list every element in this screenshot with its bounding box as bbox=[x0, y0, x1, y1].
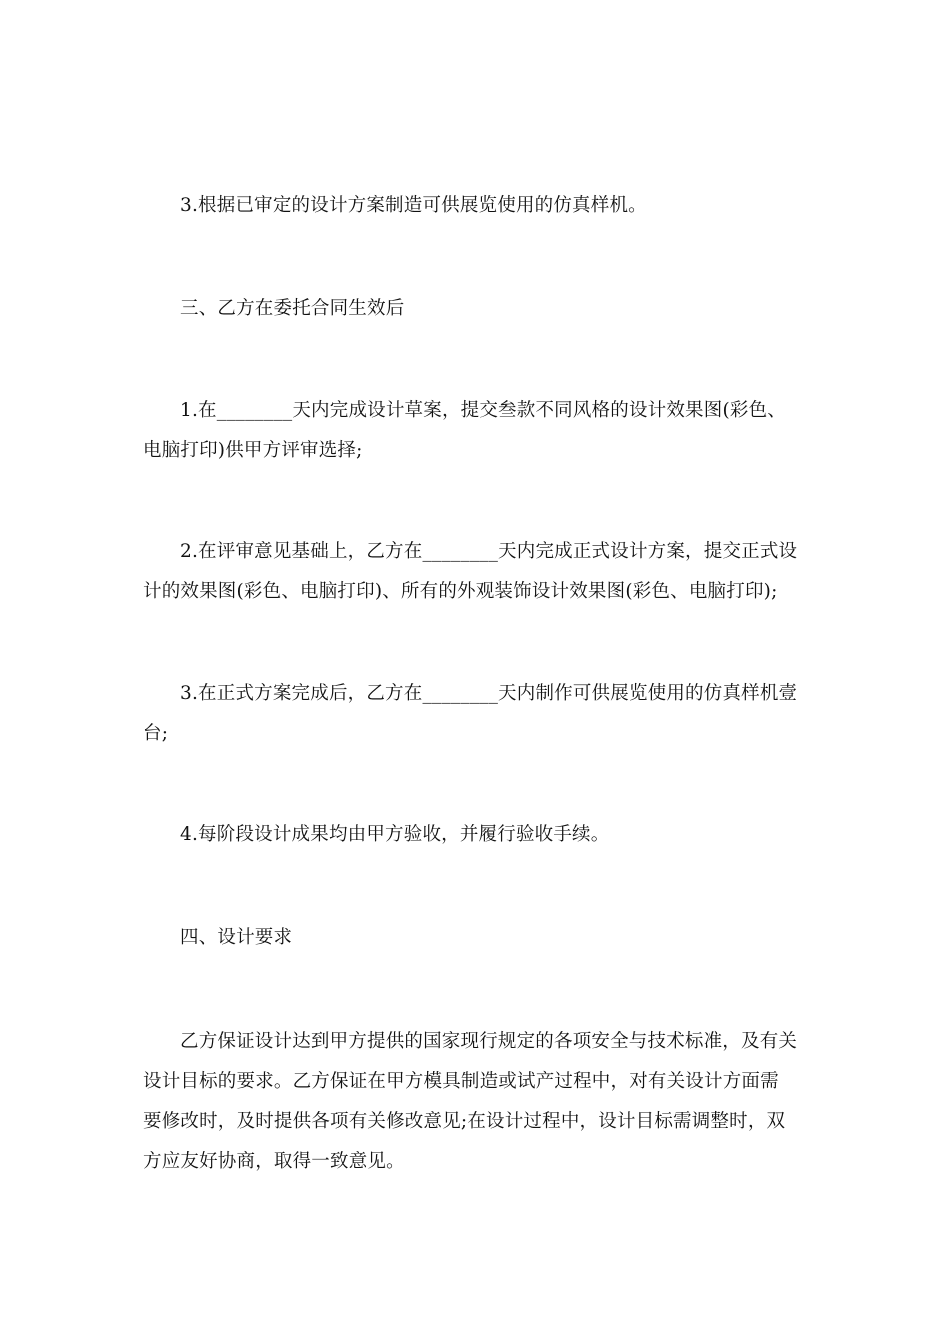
text-line: 3.在正式方案完成后，乙方在________天内制作可供展览使用的仿真样机壹 bbox=[180, 683, 798, 704]
text-line: 3.根据已审定的设计方案制造可供展览使用的仿真样机。 bbox=[180, 195, 647, 216]
text-line: 乙方保证设计达到甲方提供的国家现行规定的各项安全与技术标准，及有关 bbox=[180, 1031, 798, 1052]
text-line: 4.每阶段设计成果均由甲方验收，并履行验收手续。 bbox=[180, 824, 610, 845]
section-heading-4 bbox=[143, 918, 808, 958]
paragraph-item-3-prototype bbox=[143, 186, 808, 226]
section-heading-3 bbox=[143, 289, 808, 329]
text-line: 计的效果图(彩色、电脑打印)、所有的外观装饰设计效果图(彩色、电脑打印); bbox=[143, 581, 778, 602]
text-line: 电脑打印)供甲方评审选择; bbox=[143, 440, 363, 461]
text-line: 2.在评审意见基础上，乙方在________天内完成正式设计方案，提交正式设 bbox=[180, 541, 798, 562]
paragraph-item-2-formal-design bbox=[143, 532, 808, 612]
text-line: 台; bbox=[143, 723, 169, 744]
text-line: 四、设计要求 bbox=[180, 927, 293, 948]
text-line: 方应友好协商，取得一致意见。 bbox=[143, 1151, 405, 1172]
text-line: 1.在________天内完成设计草案，提交叁款不同风格的设计效果图(彩色、 bbox=[180, 400, 786, 421]
paragraph-item-3-sample-machine bbox=[143, 674, 808, 754]
text-line: 设计目标的要求。乙方保证在甲方模具制造或试产过程中，对有关设计方面需 bbox=[143, 1071, 779, 1092]
text-line: 要修改时，及时提供各项有关修改意见;在设计过程中，设计目标需调整时，双 bbox=[143, 1111, 786, 1132]
paragraph-item-4-acceptance bbox=[143, 815, 808, 855]
paragraph-item-1-draft bbox=[143, 391, 808, 471]
text-line: 三、乙方在委托合同生效后 bbox=[180, 298, 405, 319]
paragraph-design-requirements bbox=[143, 1022, 808, 1182]
